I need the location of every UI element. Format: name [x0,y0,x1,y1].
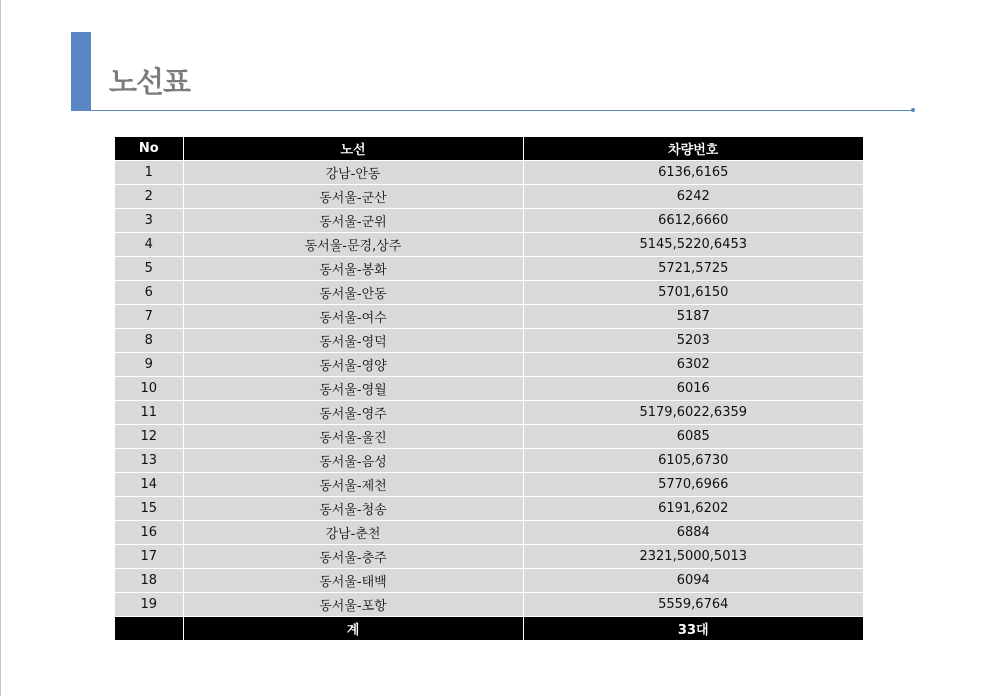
page-title: 노선표 [109,65,191,99]
header-no: No [115,137,183,161]
table-row [115,377,863,401]
route-name: 강남-춘천 [183,521,523,545]
table-row [115,161,863,185]
row-number: 12 [115,425,183,449]
table-row [115,497,863,521]
route-name: 동서울-청송 [183,497,523,521]
total-row [115,617,863,641]
route-table-body [115,161,863,617]
route-name: 동서울-울진 [183,425,523,449]
row-number: 11 [115,401,183,425]
row-number: 10 [115,377,183,401]
table-row [115,473,863,497]
title-underline-endpoint [911,108,915,112]
route-name: 동서울-문경,상주 [183,233,523,257]
table-row [115,305,863,329]
table-row [115,281,863,305]
table-row [115,257,863,281]
total-no-cell [115,617,183,641]
vehicle-numbers: 6094 [523,569,863,593]
row-number: 17 [115,545,183,569]
route-name: 동서울-제천 [183,473,523,497]
vehicle-numbers: 5770,6966 [523,473,863,497]
row-number: 19 [115,593,183,617]
vehicle-numbers: 6884 [523,521,863,545]
row-number: 1 [115,161,183,185]
header-route: 노선 [183,137,523,161]
route-name: 동서울-군산 [183,185,523,209]
route-name: 동서울-여수 [183,305,523,329]
row-number: 5 [115,257,183,281]
route-name: 동서울-봉화 [183,257,523,281]
vehicle-numbers: 5203 [523,329,863,353]
table-row [115,233,863,257]
table-row [115,545,863,569]
route-name: 동서울-충주 [183,545,523,569]
vehicle-numbers: 6612,6660 [523,209,863,233]
vehicle-numbers: 6302 [523,353,863,377]
row-number: 16 [115,521,183,545]
table-row [115,185,863,209]
row-number: 18 [115,569,183,593]
vehicle-numbers: 5701,6150 [523,281,863,305]
route-name: 동서울-군위 [183,209,523,233]
vehicle-numbers: 2321,5000,5013 [523,545,863,569]
table-row [115,521,863,545]
vehicle-numbers: 6136,6165 [523,161,863,185]
table-row [115,569,863,593]
route-table-header [115,137,863,161]
header-vehicles: 차량번호 [523,137,863,161]
route-name: 동서울-음성 [183,449,523,473]
table-row [115,353,863,377]
row-number: 15 [115,497,183,521]
table-row [115,593,863,617]
header-row [115,137,863,161]
vehicle-numbers: 5145,5220,6453 [523,233,863,257]
vehicle-numbers: 6105,6730 [523,449,863,473]
vehicle-numbers: 6016 [523,377,863,401]
table-row [115,329,863,353]
row-number: 2 [115,185,183,209]
table-row [115,425,863,449]
row-number: 14 [115,473,183,497]
route-name: 동서울-영월 [183,377,523,401]
route-name: 동서울-태백 [183,569,523,593]
table-row [115,449,863,473]
route-name: 동서울-영양 [183,353,523,377]
row-number: 6 [115,281,183,305]
route-name: 동서울-포항 [183,593,523,617]
route-name: 강남-안동 [183,161,523,185]
table-row [115,209,863,233]
vehicle-numbers: 5559,6764 [523,593,863,617]
total-count: 33대 [523,617,863,641]
route-name: 동서울-영덕 [183,329,523,353]
title-underline [91,110,913,111]
route-table [115,137,863,640]
route-table-footer [115,617,863,641]
route-name: 동서울-안동 [183,281,523,305]
vehicle-numbers: 6085 [523,425,863,449]
row-number: 9 [115,353,183,377]
row-number: 7 [115,305,183,329]
row-number: 3 [115,209,183,233]
table-row [115,401,863,425]
vehicle-numbers: 5187 [523,305,863,329]
route-name: 동서울-영주 [183,401,523,425]
row-number: 4 [115,233,183,257]
page-left-border [0,0,1,696]
vehicle-numbers: 5179,6022,6359 [523,401,863,425]
row-number: 8 [115,329,183,353]
title-accent-bar [71,32,91,111]
vehicle-numbers: 6191,6202 [523,497,863,521]
row-number: 13 [115,449,183,473]
total-label: 계 [183,617,523,641]
vehicle-numbers: 5721,5725 [523,257,863,281]
vehicle-numbers: 6242 [523,185,863,209]
